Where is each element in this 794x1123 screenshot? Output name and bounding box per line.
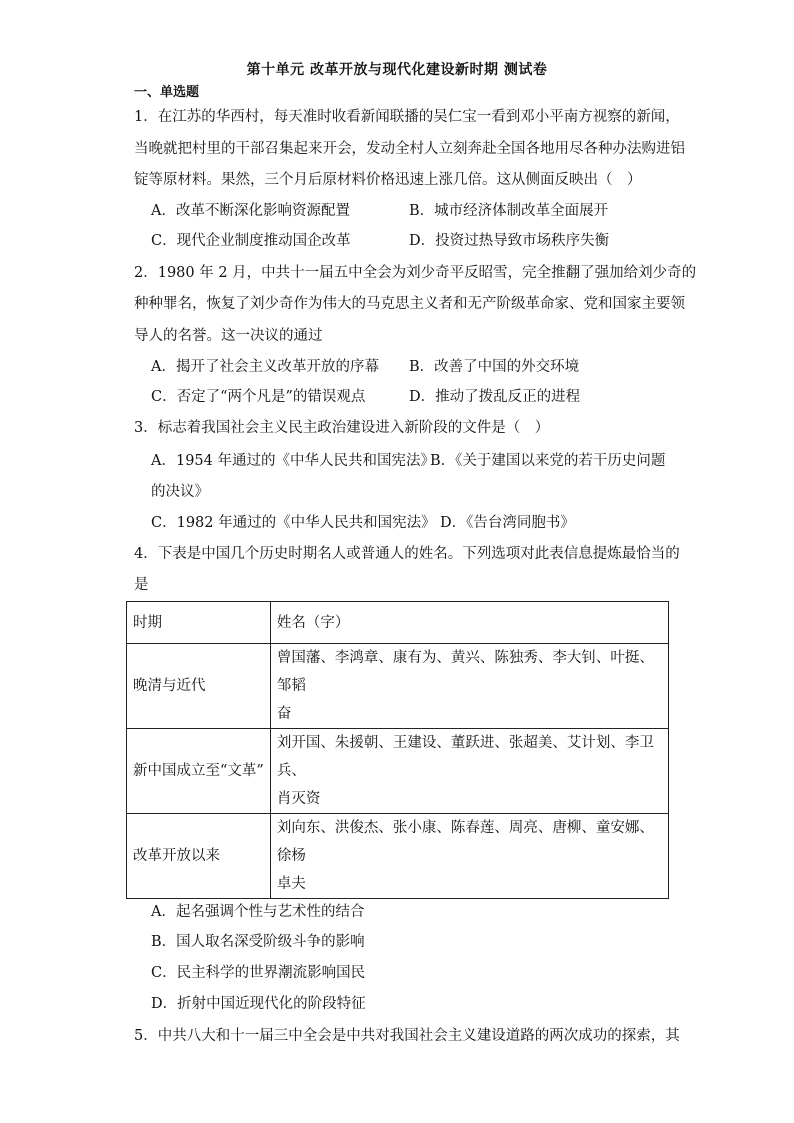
question-1-option-c: C．现代企业制度推动国企改革: [151, 233, 351, 249]
table-row: [127, 814, 669, 899]
question-1-option-b: B．城市经济体制改革全面展开: [409, 203, 609, 219]
question-4-option-b: B．国人取名深受阶级斗争的影响: [151, 934, 365, 950]
question-1-option-a: A．改革不断深化影响资源配置: [151, 203, 350, 219]
question-3-option-b: B．《关于建国以来党的若干历史问题: [430, 453, 666, 469]
page-title: 第十单元 改革开放与现代化建设新时期 测试卷: [246, 62, 548, 78]
table-header-period: 时期: [127, 602, 271, 644]
question-3-option-a: A．1954 年通过的《中华人民共和国宪法》: [151, 453, 435, 469]
question-4-option-a: A．起名强调个性与艺术性的结合: [151, 904, 365, 920]
table-cell-names: [270, 814, 668, 899]
table-cell-period: 晚清与近代: [127, 644, 271, 729]
table-row: [127, 729, 669, 814]
question-2-option-b: B．改善了中国的外交环境: [409, 359, 580, 375]
question-5-line-1: 5．中共八大和十一届三中全会是中共对我国社会主义建设道路的两次成功的探索，其: [134, 1028, 680, 1044]
names-table: [126, 601, 669, 899]
question-1-line-1: 1．在江苏的华西村，每天准时收看新闻联播的吴仁宝一看到邓小平南方视察的新闻，: [134, 109, 680, 125]
question-2-line-2: 种种罪名，恢复了刘少奇作为伟大的马克思主义者和无产阶级革命家、党和国家主要领: [134, 296, 685, 312]
table-cell-names-line-2: 卓夫: [276, 876, 306, 892]
table-cell-period: 新中国成立至“文革”: [127, 729, 271, 814]
section-heading: 一、单选题: [134, 85, 200, 100]
table-cell-names-line-1: 刘开国、朱援朝、王建设、董跃进、张超美、艾计划、李卫兵、: [276, 735, 654, 779]
question-2-line-1: 2．1980 年 2 月，中共十一届五中全会为刘少奇平反昭雪，完全推翻了强加给刘少奇的: [134, 265, 697, 281]
question-3-option-b-continued: 的决议》: [151, 484, 209, 500]
question-1-option-d: D．投资过热导致市场秩序失衡: [409, 233, 610, 249]
question-4-line-1: 4．下表是中国几个历史时期名人或普通人的姓名。下列选项对此表信息提炼最恰当的: [134, 546, 680, 562]
question-2-option-c: C．否定了“两个凡是”的错误观点: [151, 389, 366, 405]
table-cell-names-line-2: 奋: [276, 706, 292, 722]
table-cell-names-line-2: 肖灭资: [276, 791, 321, 807]
table-cell-names-line-1: 曾国藩、李鸿章、康有为、黄兴、陈独秀、李大钊、叶挺、邹韬: [276, 650, 654, 694]
table-cell-names-line-1: 刘向东、洪俊杰、张小康、陈春莲、周亮、唐柳、童安娜、徐杨: [276, 820, 654, 864]
question-4-option-d: D．折射中国近现代化的阶段特征: [151, 996, 366, 1012]
table-row: [127, 644, 669, 729]
question-4-option-c: C．民主科学的世界潮流影响国民: [151, 965, 366, 981]
question-1-line-2: 当晚就把村里的干部召集起来开会，发动全村人立刻奔赴全国各地用尽各种办法购进铝: [134, 141, 685, 157]
question-2-option-a: A．揭开了社会主义改革开放的序幕: [151, 359, 379, 375]
table-header-row: [127, 602, 669, 644]
question-3-option-c: C．1982 年通过的《中华人民共和国宪法》: [151, 515, 436, 531]
table-cell-period: 改革开放以来: [127, 814, 271, 899]
table-cell-names: [270, 729, 668, 814]
question-3-line-1: 3．标志着我国社会主义民主政治建设进入新阶段的文件是（ ）: [134, 420, 550, 436]
question-3-option-d: D．《告台湾同胞书》: [440, 515, 575, 531]
question-1-line-3: 锭等原材料。果然，三个月后原材料价格迅速上涨几倍。这从侧面反映出（ ）: [134, 172, 642, 188]
table-cell-names: [270, 644, 668, 729]
question-2-option-d: D．推动了拨乱反正的进程: [409, 389, 581, 405]
table-header-names: 姓名（字）: [270, 602, 668, 644]
question-2-line-3: 导人的名誉。这一决议的通过: [134, 328, 323, 344]
question-4-line-2: 是: [134, 577, 149, 593]
